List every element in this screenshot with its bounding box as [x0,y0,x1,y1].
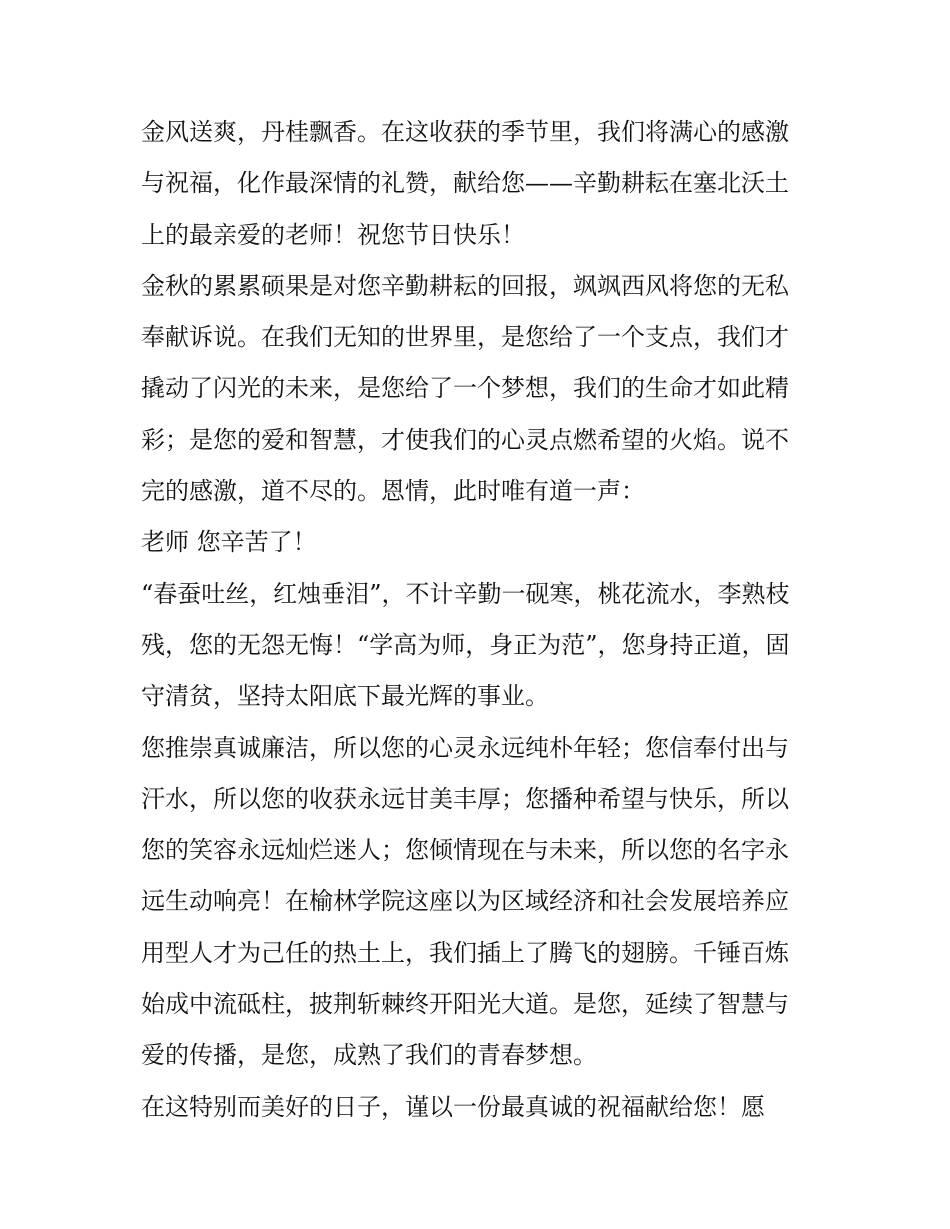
text-line: 用型人才为己任的热土上，我们插上了腾飞的翅膀。千锤百炼 [141,938,789,967]
text-line: 您推崇真诚廉洁，所以您的心灵永远纯朴年轻；您信奉付出与 [141,733,789,762]
text-line: 爱的传播，是您，成熟了我们的青春梦想。 [141,1041,597,1070]
text-line: 您的笑容永远灿烂迷人；您倾情现在与未来，所以您的名字永 [141,836,789,865]
text-line: “春蚕吐丝，红烛垂泪”，不计辛勤一砚寒，桃花流水，李熟枝 [141,579,790,608]
text-line: 金秋的累累硕果是对您辛勤耕耘的回报，飒飒西风将您的无私 [141,271,789,300]
text-line: 与祝福，化作最深情的礼赞，献给您——辛勤耕耘在塞北沃土 [141,169,789,198]
body-text [141,107,813,1133]
text-line: 守清贫，坚持太阳底下最光辉的事业。 [141,682,549,711]
text-line: 彩；是您的爱和智慧，才使我们的心灵点燃希望的火焰。说不 [141,425,789,454]
text-line: 撬动了闪光的未来，是您给了一个梦想，我们的生命才如此精 [141,374,789,403]
text-line: 上的最亲爱的老师！祝您节日快乐！ [141,220,525,249]
text-line: 始成中流砥柱，披荆斩棘终开阳光大道。是您，延续了智慧与 [141,990,789,1019]
text-line: 在这特别而美好的日子，谨以一份最真诚的祝福献给您！愿 [141,1092,765,1121]
text-line: 汗水，所以您的收获永远甘美丰厚；您播种希望与快乐，所以 [141,784,789,813]
text-line: 远生动响亮！在榆林学院这座以为区域经济和社会发展培养应 [141,887,789,916]
text-line: 残，您的无怨无悔！“学高为师，身正为范”，您身持正道，固 [141,630,790,659]
text-line: 金风送爽，丹桂飘香。在这收获的季节里，我们将满心的感激 [141,118,789,146]
text-line: 完的感激，道不尽的。恩情，此时唯有道一声： [141,477,645,506]
text-line: 奉献诉说。在我们无知的世界里，是您给了一个支点，我们才 [141,323,789,352]
text-line: 老师 您辛苦了！ [141,528,317,557]
